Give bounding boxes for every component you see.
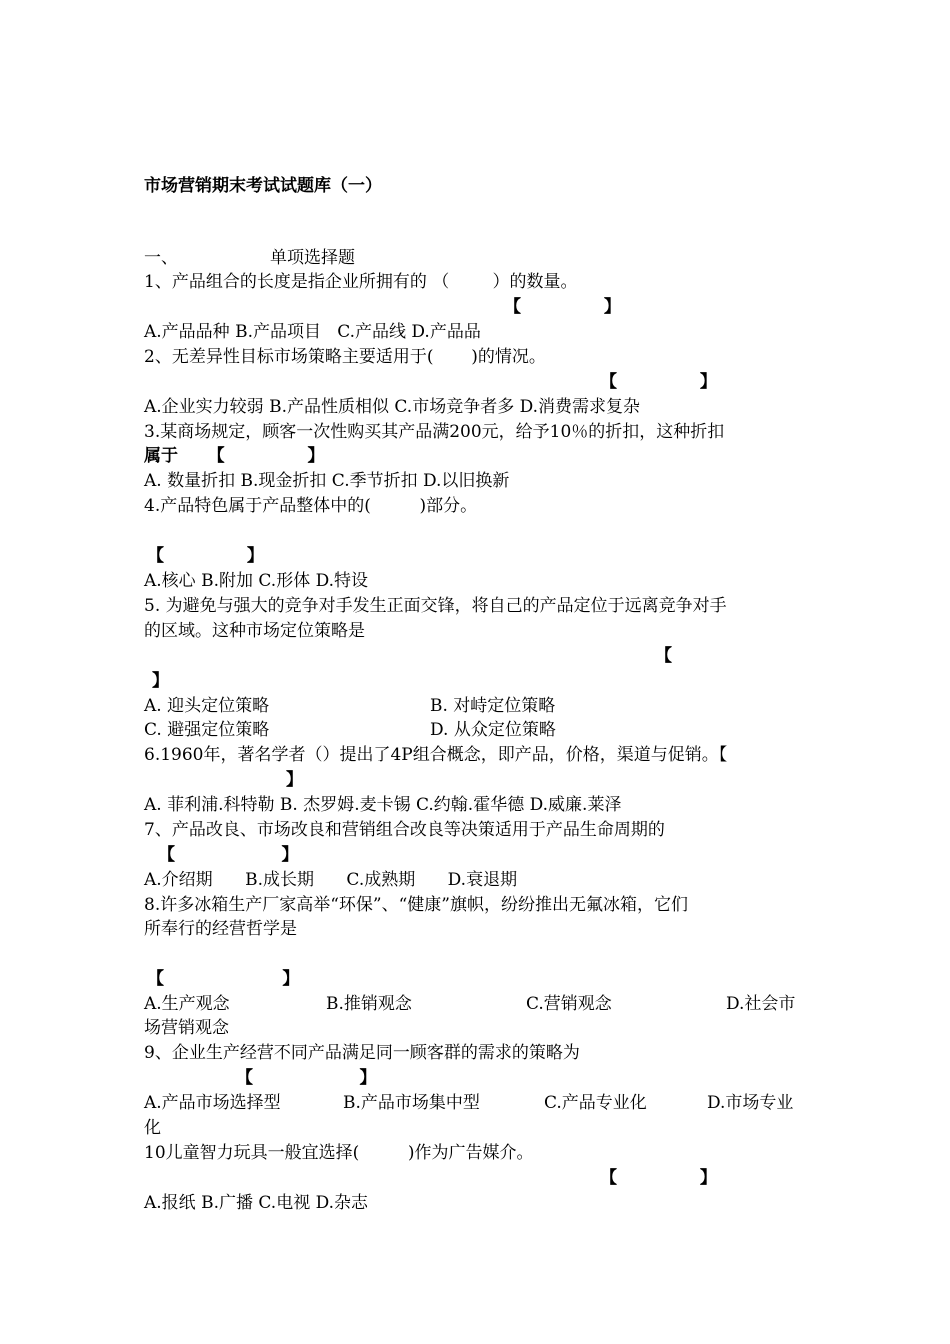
question-3: 3.某商场规定，顾客一次性购买其产品满200元，给予10％的折扣，这种折扣 — [144, 422, 725, 442]
options-3: A. 数量折扣 B.现金折扣 C.季节折扣 D.以旧换新 — [144, 471, 510, 491]
question-8: 8.许多冰箱生产厂家高举“环保”、“健康”旗帜，纷纷推出无氟冰箱，它们 — [144, 895, 688, 915]
option-9d-continued: 化 — [144, 1118, 161, 1138]
option-5b: B. 对峙定位策略 — [430, 696, 556, 716]
option-5c: C. 避强定位策略 — [144, 720, 270, 740]
options-2: A.企业实力较弱 B.产品性质相似 C.市场竞争者多 D.消费需求复杂 — [144, 397, 641, 417]
options-1: A.产品品种 B.产品项目 C.产品线 D.产品品 — [144, 322, 481, 342]
option-8a: A.生产观念 — [144, 994, 230, 1014]
option-9b: B.产品市场集中型 — [343, 1093, 480, 1113]
question-5-continued: 的区域。这种市场定位策略是 — [144, 621, 365, 641]
question-1: 1、产品组合的长度是指企业所拥有的 （ ）的数量。 — [144, 272, 578, 292]
option-8d: D.社会市 — [726, 994, 796, 1014]
answer-bracket-2: 【 】 — [600, 372, 717, 392]
options-6: A. 菲利浦.科特勒 B. 杰罗姆.麦卡锡 C.约翰.霍华德 D.威廉.莱泽 — [144, 795, 622, 815]
option-8d-continued: 场营销观念 — [144, 1018, 229, 1038]
option-5d: D. 从众定位策略 — [430, 720, 556, 740]
option-8b: B.推销观念 — [326, 994, 412, 1014]
question-6: 6.1960年，著名学者（）提出了4P组合概念，即产品，价格，渠道与促销。【 — [144, 745, 728, 765]
question-2: 2、无差异性目标市场策略主要适用于( )的情况。 — [144, 347, 546, 367]
question-9: 9、企业生产经营不同产品满足同一顾客群的需求的策略为 — [144, 1043, 580, 1063]
option-9c: C.产品专业化 — [544, 1093, 647, 1113]
document-title: 市场营销期末考试试题库（一） — [144, 176, 382, 196]
answer-bracket-9: 【 】 — [236, 1068, 377, 1088]
question-3-continued: 属于 【 】 — [144, 446, 325, 466]
answer-bracket-4: 【 】 — [147, 546, 264, 566]
answer-bracket-5-close: 】 — [152, 671, 169, 691]
question-5: 5. 为避免与强大的竞争对手发生正面交锋，将自己的产品定位于远离竞争对手 — [144, 596, 727, 616]
answer-bracket-10: 【 】 — [600, 1168, 717, 1188]
option-8c: C.营销观念 — [526, 994, 612, 1014]
options-10: A.报纸 B.广播 C.电视 D.杂志 — [144, 1193, 369, 1213]
options-4: A.核心 B.附加 C.形体 D.特设 — [144, 571, 369, 591]
section-number: 一、 — [144, 248, 178, 268]
answer-bracket-7: 【 】 — [158, 845, 299, 865]
question-8-continued: 所奉行的经营哲学是 — [144, 919, 297, 939]
options-7: A.介绍期 B.成长期 C.成熟期 D.衰退期 — [144, 870, 518, 890]
question-10: 10儿童智力玩具一般宜选择( )作为广告媒介。 — [144, 1143, 534, 1163]
option-9d: D.市场专业 — [707, 1093, 794, 1113]
question-4: 4.产品特色属于产品整体中的( )部分。 — [144, 496, 478, 516]
option-9a: A.产品市场选择型 — [144, 1093, 281, 1113]
question-7: 7、产品改良、市场改良和营销组合改良等决策适用于产品生命周期的 — [144, 820, 665, 840]
answer-bracket-5-open: 【 — [655, 646, 672, 666]
answer-bracket-1: 【 】 — [504, 297, 621, 317]
option-5a: A. 迎头定位策略 — [144, 696, 270, 716]
section-heading: 单项选择题 — [270, 248, 355, 268]
answer-bracket-6-close: 】 — [286, 770, 303, 790]
answer-bracket-8: 【 】 — [147, 969, 300, 989]
